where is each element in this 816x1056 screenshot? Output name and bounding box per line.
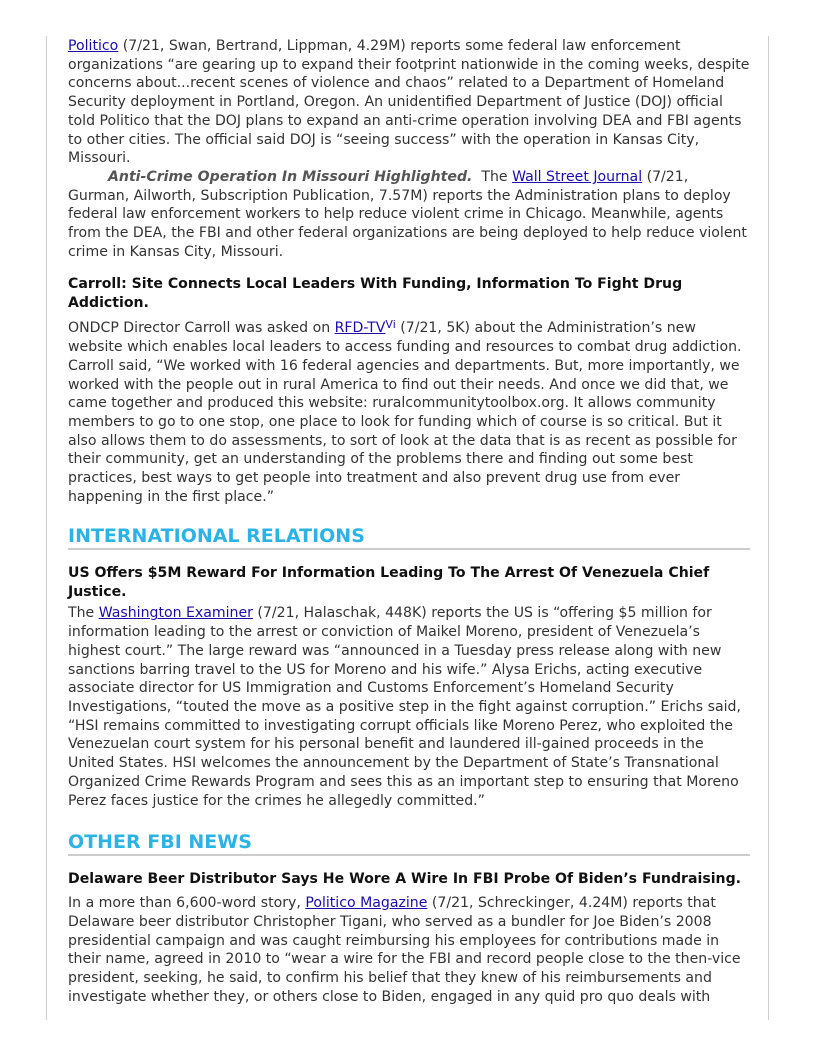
right-margin-rule: [768, 36, 769, 1020]
newsletter-page: [68, 37, 750, 1006]
source-link-politico[interactable]: Politico: [68, 38, 119, 54]
paragraph-text: In a more than 6,600-word story,: [68, 895, 306, 912]
source-link-wsj[interactable]: Wall Street Journal: [512, 168, 643, 185]
paragraph-text: (7/21, Swan, Bertrand, Lippman, 4.29M) reports some federal law enforcement organizations “are gearing up to expand their footprint nationwide in the coming weeks, despite concerns about...recent scenes of violence and chaos” related to a Department of Homeland Security deployment in Portland, Oregon. An unidentified Department of Justice (DOJ) official told Politico that the DOJ plans to expand an anti-crime operation involving DEA and FBI agents to other cities. The official said DOJ is “seeing success” with the operation in Kansas City, Missouri.: [68, 38, 750, 167]
article-paragraph: [68, 37, 750, 168]
article-headline[interactable]: Delaware Beer Distributor Says He Wore A Wire In FBI Probe Of Biden’s Fundraising.: [68, 871, 742, 888]
paragraph-text: ONDCP Director Carroll was asked on: [68, 320, 335, 337]
source-link-politico-magazine[interactable]: Politico Magazine: [305, 895, 428, 912]
article-paragraph: [68, 604, 750, 810]
paragraph-subhead: Anti-Crime Operation In Missouri Highlighted.: [108, 168, 473, 185]
article-paragraph: [68, 168, 750, 262]
paragraph-text: The: [472, 168, 513, 185]
paragraph-text: (7/21, Halaschak, 448K) reports the US is “offering $5 million for information leading to the arrest or conviction of Maikel Moreno, president of Venezuela’s highest court.” The large reward was “announced in a Tuesday press release along with new sanctions barring travel to the US for Moreno and his wife.” Alysa Erichs, acting executive associate director for US Immigration and Customs Enforcement’s Homeland Security Investigations, “touted the move as a positive step in the fight against corruption.” Erichs said, “HSI remains committed to investigating corrupt officials like Moreno Perez, who exploited the Venezuelan court system for his personal benefit and laundered ill-gained proceeds in the United States. HSI welcomes the announcement by the Department of State’s Transnational Organized Crime Rewards Program and sees this as an important step to ensuring that Moreno Perez faces justice for the crimes he allegedly committed.”: [68, 605, 741, 809]
section-header-international-relations: INTERNATIONAL RELATIONS: [68, 524, 750, 550]
paragraph-text: (7/21, Gurman, Ailworth, Subscription Publication, 7.57M) reports the Administration plans to deploy federal law enforcement workers to help reduce violent crime in Chicago. Meanwhile, agents from the DEA, the FBI and other federal organizations are being deployed to help reduce violent crime in Kansas City, Missouri.: [68, 168, 747, 260]
source-link-rfdtv[interactable]: RFD-TV: [334, 320, 386, 337]
article-paragraph: [68, 894, 750, 1006]
paragraph-text: (7/21, Schreckinger, 4.24M) reports that Delaware beer distributor Christopher Tigani, who served as a bundler for Joe Biden’s 2008 presidential campaign and was caught reimbursing his employees for contributions made in their name, agreed in 2010 to “wear a wire for the FBI and record people close to the then-vice president, seeking, he said, to confirm his belief that they knew of his reimbursements and investigate whether they, or others close to Biden, engaged in any quid pro quo deals with: [68, 895, 741, 1005]
left-margin-rule: [46, 36, 47, 1020]
article-headline[interactable]: US Offers $5M Reward For Information Leading To The Arrest Of Venezuela Chief Justice.: [68, 565, 710, 601]
paragraph-text: (7/21, 5K) about the Administration’s new website which enables local leaders to access funding and resources to combat drug addiction. Carroll said, “We worked with 16 federal agencies and departments. But, more importantly, we worked with the people out in rural America to find out their needs. And once we did that, we came together and produced this website: ruralcommunitytoolbox.org. It allows community members to go to one stop, one place to look for funding which of course is so critical. But it also allows them to do assessments, to sort of look at the data that is as recent as possible for their community, get an understanding of the problems there and finding out some best practices, best ways to get people into treatment and also prevent drug use from ever happening in the first place.”: [68, 320, 742, 505]
source-link-washington-examiner[interactable]: Washington Examiner: [98, 605, 253, 622]
section-header-other-fbi-news: OTHER FBI NEWS: [68, 830, 750, 856]
article-headline[interactable]: Carroll: Site Connects Local Leaders With Funding, Information To Fight Drug Addiction.: [68, 276, 683, 312]
video-badge[interactable]: Vi: [385, 318, 396, 332]
article-paragraph: [68, 319, 750, 506]
paragraph-text: The: [68, 605, 99, 622]
